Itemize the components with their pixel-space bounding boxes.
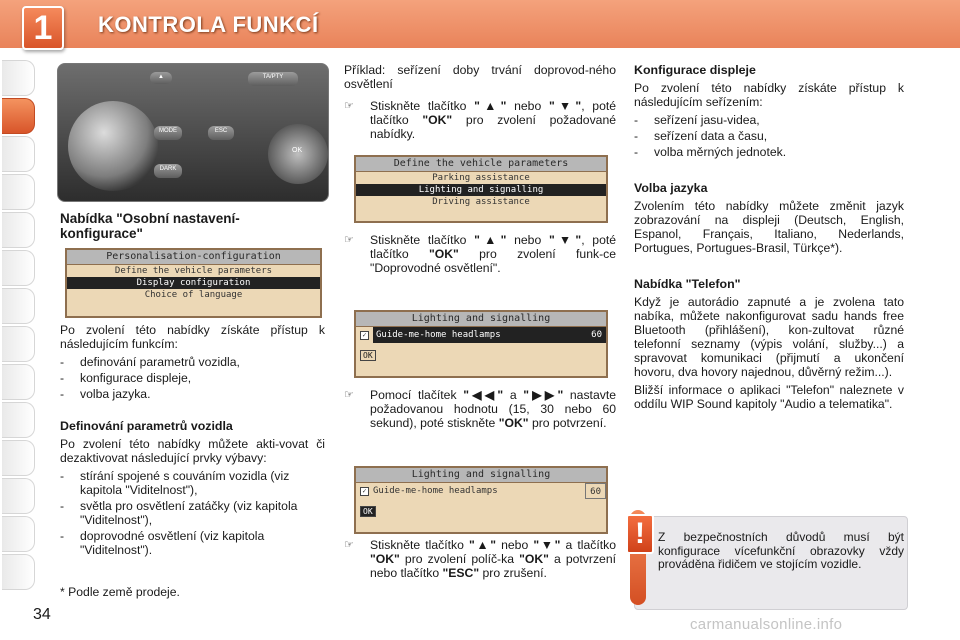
watermark: carmanualsonline.info (690, 616, 843, 633)
screen-ok-box-selected: OK (360, 506, 376, 517)
step-text: Stiskněte tlačítko (370, 538, 469, 552)
chapter-tab[interactable] (2, 60, 35, 96)
footnote: * Podle země prodeje. (60, 585, 180, 599)
step-2 (344, 233, 616, 275)
step-text: nebo (496, 538, 534, 552)
language-heading: Volba jazyka (634, 181, 708, 195)
column-2-step4 (344, 538, 616, 580)
screen-title: Lighting and signalling (356, 312, 606, 327)
functions-list (60, 355, 325, 401)
list-item: - konfigurace displeje, (60, 371, 325, 385)
define-heading: Definování parametrů vozidla (60, 419, 233, 433)
column-2-top (344, 63, 616, 141)
step-text: , poté tlačítko (370, 233, 617, 261)
step-text: a tlačítko (560, 538, 617, 552)
down-key: "▼" (533, 538, 561, 552)
step-text: nebo (506, 233, 549, 247)
page-header (0, 0, 960, 48)
display-config-heading: Konfigurace displeje (634, 63, 756, 77)
chapter-number: 1 (22, 6, 64, 50)
phone-heading: Nabídka "Telefon" (634, 277, 741, 291)
step-text: nebo (506, 99, 549, 113)
ok-key: "OK" (498, 416, 529, 430)
chapter-tab[interactable] (2, 212, 35, 248)
chapter-tab[interactable] (2, 174, 35, 210)
warning-text: Z bezpečnostních důvodů musí být konfigurace vícefunkční obrazovky vždy prováděna řidičem ve stojícím vozidle. (658, 530, 904, 571)
screen-row-label: Guide-me-home headlamps (373, 327, 587, 343)
list-item: - volba jazyka. (60, 387, 325, 401)
column-2-step2 (344, 233, 616, 275)
pointing-hand-icon: ☞ (344, 389, 354, 401)
step-text: a (503, 388, 524, 402)
ta-pty-button: TA/PTY (248, 72, 298, 86)
dark-button: DARK (154, 164, 182, 178)
esc-button: ESC (208, 126, 234, 140)
step-text: pro potvrzení. (528, 416, 607, 430)
step-text: Stiskněte tlačítko (370, 99, 475, 113)
display-config-list (634, 113, 904, 159)
define-text: Po zvolení této nabídky můžete akti-vovat či dezaktivovat následující prvky výbavy: (60, 437, 325, 465)
up-key: "▲" (474, 233, 507, 247)
screen-title: Personalisation-configuration (67, 250, 320, 265)
language-text: Zvolením této nabídky můžete změnit jazyk zobrazování na displeji (Deutsch, English, Espanol, Français, Italiano, Nederlands, Portugues, Portugues-Brasil, Türkçe*). (634, 199, 904, 255)
screen-line: Choice of language (144, 290, 243, 300)
screen-row-value: 60 (587, 327, 606, 343)
list-item: - doprovodné osvětlení (viz kapitola "Viditelnost"). (60, 529, 325, 557)
screen-row-value: 60 (585, 483, 606, 499)
screen-line-selected: Display configuration (67, 277, 320, 289)
display-screen-lighting-1 (354, 310, 608, 378)
screen-line-selected: Lighting and signalling (356, 184, 606, 196)
display-config-text: Po zvolení této nabídky získáte přístup k následujícím seřízením: (634, 81, 904, 109)
chapter-tab[interactable] (2, 554, 35, 590)
chapter-tab-active[interactable] (2, 98, 35, 134)
phone-more-text: Bližší informace o aplikaci "Telefon" naleznete v oddílu WIP Sound kapitoly "Audio a telematika". (634, 383, 904, 411)
list-item: - volba měrných jednotek. (634, 145, 904, 159)
step-text: pro zrušení. (479, 566, 547, 580)
pointing-hand-icon: ☞ (344, 539, 354, 551)
display-screen-vehicle-parameters (354, 155, 608, 223)
up-key: "▲" (474, 99, 507, 113)
screen-row-label: Guide-me-home headlamps (373, 486, 498, 496)
chapter-tab[interactable] (2, 250, 35, 286)
step-text: pro zvolení požadované nabídky. (370, 113, 616, 141)
step-text: a potvrzení nebo tlačítko (370, 552, 616, 580)
ok-key: "OK" (370, 552, 400, 566)
esc-key: "ESC" (442, 566, 480, 580)
phone-text: Když je autorádio zapnuté a je zvolena tato nabíka, můžete nakonfigurovat sadu hands free Bluetooth (přihlášení), kon-zultovat různé telefonní seznamy (výpis volání, služby...) a spravovat komunikaci (přijmutí a ukončení hovoru, dva hovory najednou, důvěrný režim...). (634, 295, 904, 379)
navigation-ring (268, 124, 328, 184)
screen-title: Define the vehicle parameters (356, 157, 606, 172)
checkbox-icon: ✓ (360, 331, 369, 340)
screen-row (356, 327, 606, 343)
list-item: - definování parametrů vozidla, (60, 355, 325, 369)
chapter-tab[interactable] (2, 288, 35, 324)
chapter-tabs (0, 48, 40, 640)
step-text: , poté tlačítko (370, 99, 617, 127)
define-list (60, 469, 325, 557)
ok-key: "OK" (428, 247, 459, 261)
volume-knob (68, 101, 158, 191)
chapter-tab[interactable] (2, 402, 35, 438)
screen-ok-box: OK (360, 350, 376, 361)
mode-button: MODE (154, 126, 182, 140)
functions-intro: Po zvolení této nabídky získáte přístup k následujícím funkcím: (60, 323, 325, 351)
column-3 (634, 63, 904, 415)
chapter-tab[interactable] (2, 326, 35, 362)
down-key: "▼" (548, 233, 582, 247)
step-3 (344, 388, 616, 430)
column-1 (60, 323, 325, 559)
menu-heading: Nabídka "Osobní nastavení-konfigurace" (60, 211, 240, 241)
checkbox-icon: ✓ (360, 487, 369, 496)
control-panel-photo (57, 63, 329, 202)
list-item: - světla pro osvětlení zatáčky (viz kapitola "Viditelnost"), (60, 499, 325, 527)
list-item: - stírání spojené s couváním vozidla (viz kapitola "Viditelnost"), (60, 469, 325, 497)
screen-row (356, 483, 606, 499)
pointing-hand-icon: ☞ (344, 234, 354, 246)
column-2-step3 (344, 388, 616, 430)
warning-icon: ! (626, 514, 654, 554)
hazard-button-icon: ▲ (150, 72, 172, 84)
display-screen-personalisation (65, 248, 322, 318)
step-text: Pomocí tlačítek (370, 388, 464, 402)
screen-title: Lighting and signalling (356, 468, 606, 483)
step-text: Stiskněte tlačítko (370, 233, 475, 247)
screen-line: Driving assistance (432, 197, 530, 207)
rewind-key: "◀◀" (463, 388, 504, 402)
down-key: "▼" (548, 99, 582, 113)
step-1 (344, 99, 616, 141)
page-title: KONTROLA FUNKCÍ (98, 12, 319, 37)
list-item: - seřízení data a času, (634, 129, 904, 143)
chapter-tab[interactable] (2, 136, 35, 172)
screen-line: Parking assistance (432, 173, 530, 183)
page-number: 34 (33, 606, 51, 623)
step-text: pro zvolení políč-ka (399, 552, 520, 566)
ok-button: OK (292, 147, 303, 154)
chapter-tab[interactable] (2, 478, 35, 514)
step-text: nastavte požadovanou hodnotu (15, 30 nebo 60 sekund), poté stiskněte (370, 388, 616, 430)
screen-line: Define the vehicle parameters (114, 266, 273, 276)
ok-key: "OK" (519, 552, 549, 566)
forward-key: "▶▶" (523, 388, 564, 402)
example-text: Příklad: seřízení doby trvání doprovod-ného osvětlení (344, 63, 616, 91)
up-key: "▲" (468, 538, 497, 552)
pointing-hand-icon: ☞ (344, 100, 354, 112)
step-4 (344, 538, 616, 580)
list-item: - seřízení jasu-videa, (634, 113, 904, 127)
display-screen-lighting-2 (354, 466, 608, 534)
ok-key: "OK" (422, 113, 453, 127)
chapter-tab[interactable] (2, 516, 35, 552)
chapter-tab[interactable] (2, 440, 35, 476)
chapter-tab[interactable] (2, 364, 35, 400)
step-text: pro zvolení funk-ce "Doprovodné osvětlení". (370, 247, 616, 275)
